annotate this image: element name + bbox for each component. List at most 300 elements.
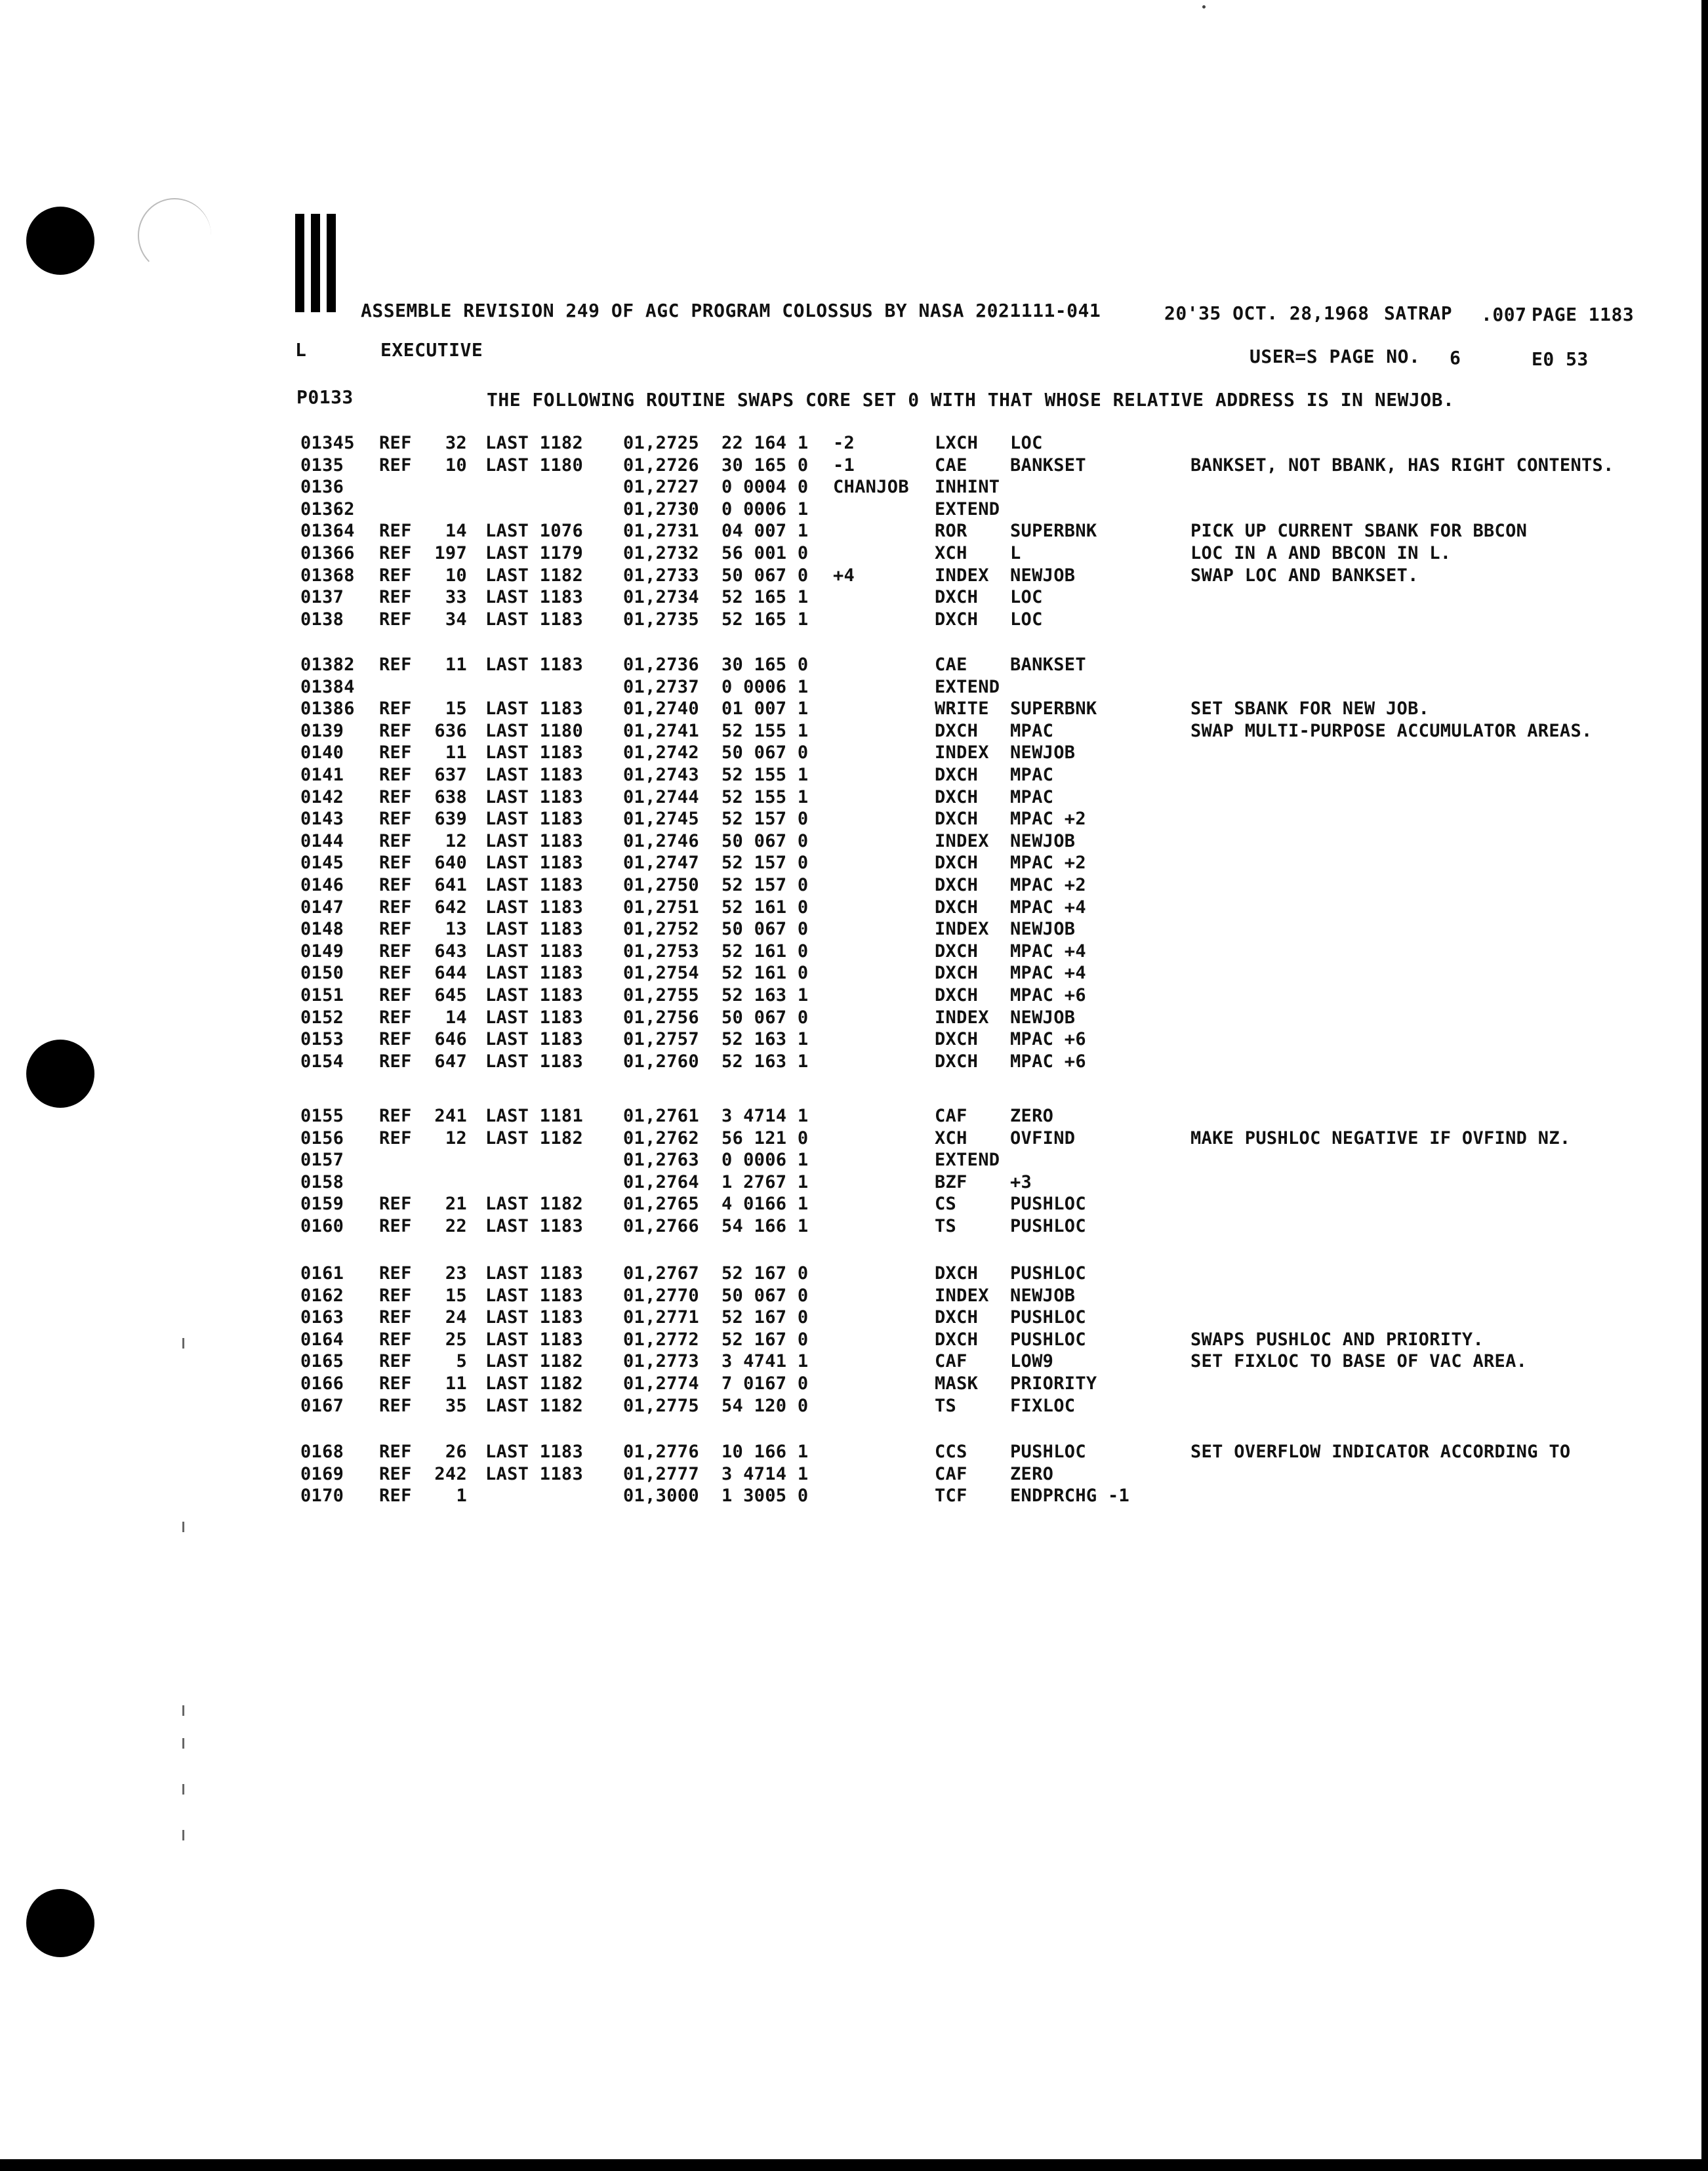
address: 01,2763 xyxy=(623,1150,699,1170)
listing-row xyxy=(0,1486,1708,1508)
last-ref: LAST 1182 xyxy=(485,1373,583,1394)
line-number: 01362 xyxy=(300,499,355,519)
ref-marker: REF xyxy=(379,565,412,586)
last-ref: LAST 1180 xyxy=(485,721,583,741)
octal-code: 52 163 1 xyxy=(722,1051,809,1072)
octal-code: 01 007 1 xyxy=(722,699,809,719)
listing-title: ASSEMBLE REVISION 249 OF AGC PROGRAM COLOSSUS BY NASA 2021111-041 xyxy=(361,300,1101,321)
comment: LOC IN A AND BBCON IN L. xyxy=(1190,543,1452,563)
listing-row xyxy=(0,742,1708,765)
octal-code: 0 0006 1 xyxy=(722,677,809,697)
ref-marker: REF xyxy=(379,609,412,630)
ref-marker: REF xyxy=(379,985,412,1005)
last-ref: LAST 1183 xyxy=(485,1442,583,1462)
operand: LOW9 xyxy=(1010,1351,1054,1371)
line-number: 0145 xyxy=(300,853,344,873)
address: 01,2774 xyxy=(623,1373,699,1394)
octal-code: 1 2767 1 xyxy=(722,1172,809,1192)
octal-code: 52 157 0 xyxy=(722,853,809,873)
operand: MPAC +6 xyxy=(1010,985,1086,1005)
opcode: DXCH xyxy=(935,1307,979,1328)
opcode: DXCH xyxy=(935,941,979,962)
octal-code: 1 3005 0 xyxy=(722,1486,809,1506)
address: 01,2765 xyxy=(623,1194,699,1214)
opcode: DXCH xyxy=(935,809,979,829)
operand: MPAC +6 xyxy=(1010,1029,1086,1049)
line-number: 0147 xyxy=(300,897,344,918)
ref-marker: REF xyxy=(379,1106,412,1126)
listing-row xyxy=(0,1128,1708,1150)
line-number: 0157 xyxy=(300,1150,344,1170)
line-number: 0142 xyxy=(300,787,344,807)
address: 01,2755 xyxy=(623,985,699,1005)
opcode: DXCH xyxy=(935,853,979,873)
last-ref: LAST 1183 xyxy=(485,941,583,962)
comment: SET SBANK FOR NEW JOB. xyxy=(1190,699,1430,719)
ref-count: 242 xyxy=(434,1464,467,1484)
ref-marker: REF xyxy=(379,742,412,763)
address: 01,2775 xyxy=(623,1396,699,1416)
comment: BANKSET, NOT BBANK, HAS RIGHT CONTENTS. xyxy=(1190,455,1614,476)
line-number: 0156 xyxy=(300,1128,344,1148)
ref-count: 22 xyxy=(445,1216,467,1236)
ref-marker: REF xyxy=(379,1307,412,1328)
opcode: INDEX xyxy=(935,919,989,939)
octal-code: 52 155 1 xyxy=(722,787,809,807)
user-page-number: 6 xyxy=(1450,347,1461,369)
address: 01,2725 xyxy=(623,433,699,453)
line-number: 0144 xyxy=(300,831,344,851)
operand: L xyxy=(1010,543,1021,563)
opcode: EXTEND xyxy=(935,499,1000,519)
ref-count: 641 xyxy=(434,875,467,895)
last-ref: LAST 1183 xyxy=(485,587,583,607)
octal-code: 50 067 0 xyxy=(722,831,809,851)
ref-count: 14 xyxy=(445,521,467,541)
listing-version: .007 xyxy=(1481,304,1527,325)
ref-marker: REF xyxy=(379,587,412,607)
opcode: EXTEND xyxy=(935,677,1000,697)
address: 01,2756 xyxy=(623,1007,699,1028)
octal-code: 10 166 1 xyxy=(722,1442,809,1462)
operand: NEWJOB xyxy=(1010,919,1076,939)
line-number: 0155 xyxy=(300,1106,344,1126)
octal-code: 4 0166 1 xyxy=(722,1194,809,1214)
line-number: 0140 xyxy=(300,742,344,763)
line-number: 0148 xyxy=(300,919,344,939)
listing-row xyxy=(0,721,1708,743)
line-number: 0143 xyxy=(300,809,344,829)
listing-timestamp: 20'35 OCT. 28,1968 xyxy=(1164,302,1370,324)
operand: MPAC +2 xyxy=(1010,875,1086,895)
line-number: 0153 xyxy=(300,1029,344,1049)
section-name: EXECUTIVE xyxy=(380,339,483,361)
last-ref: LAST 1183 xyxy=(485,1007,583,1028)
address: 01,2742 xyxy=(623,742,699,763)
address: 01,2743 xyxy=(623,765,699,785)
listing-row xyxy=(0,699,1708,721)
ref-count: 639 xyxy=(434,809,467,829)
octal-code: 52 161 0 xyxy=(722,941,809,962)
last-ref: LAST 1183 xyxy=(485,831,583,851)
scan-border-right xyxy=(1701,0,1708,2171)
line-number: 0150 xyxy=(300,963,344,983)
comment: SWAPS PUSHLOC AND PRIORITY. xyxy=(1190,1329,1484,1350)
listing-row xyxy=(0,433,1708,455)
ref-count: 11 xyxy=(445,655,467,675)
opcode: CS xyxy=(935,1194,957,1214)
last-ref: LAST 1183 xyxy=(485,1307,583,1328)
comment: SET OVERFLOW INDICATOR ACCORDING TO xyxy=(1190,1442,1571,1462)
address: 01,2727 xyxy=(623,477,699,497)
address: 01,2767 xyxy=(623,1263,699,1284)
ref-marker: REF xyxy=(379,543,412,563)
margin-mark xyxy=(182,1705,184,1716)
ref-count: 644 xyxy=(434,963,467,983)
line-number: 0163 xyxy=(300,1307,344,1328)
line-number: 01345 xyxy=(300,433,355,453)
opcode: LXCH xyxy=(935,433,979,453)
operand: PUSHLOC xyxy=(1010,1307,1086,1328)
opcode: INDEX xyxy=(935,1286,989,1306)
label: +4 xyxy=(833,565,855,586)
ref-count: 10 xyxy=(445,565,467,586)
ref-count: 197 xyxy=(434,543,467,563)
margin-mark xyxy=(182,1784,184,1795)
listing-row xyxy=(0,831,1708,853)
operand: LOC xyxy=(1010,433,1043,453)
octal-code: 30 165 0 xyxy=(722,655,809,675)
ref-count: 24 xyxy=(445,1307,467,1328)
listing-row xyxy=(0,587,1708,609)
label: CHANJOB xyxy=(833,477,909,497)
line-number: 01364 xyxy=(300,521,355,541)
line-number: 01384 xyxy=(300,677,355,697)
listing-row xyxy=(0,1373,1708,1396)
listing-row xyxy=(0,1464,1708,1486)
last-ref: LAST 1183 xyxy=(485,1216,583,1236)
operand: PUSHLOC xyxy=(1010,1263,1086,1284)
opcode: ROR xyxy=(935,521,967,541)
octal-code: 0 0006 1 xyxy=(722,1150,809,1170)
address: 01,2734 xyxy=(623,587,699,607)
operand: MPAC xyxy=(1010,721,1054,741)
address: 01,2753 xyxy=(623,941,699,962)
punch-marks xyxy=(295,214,341,312)
operand: NEWJOB xyxy=(1010,742,1076,763)
ref-marker: REF xyxy=(379,1464,412,1484)
ref-marker: REF xyxy=(379,455,412,476)
last-ref: LAST 1183 xyxy=(485,1051,583,1072)
ref-count: 10 xyxy=(445,455,467,476)
listing-row xyxy=(0,1150,1708,1172)
operand: BANKSET xyxy=(1010,655,1086,675)
last-ref: LAST 1181 xyxy=(485,1106,583,1126)
line-number: 0137 xyxy=(300,587,344,607)
operand: PUSHLOC xyxy=(1010,1442,1086,1462)
octal-code: 52 167 0 xyxy=(722,1307,809,1328)
ref-marker: REF xyxy=(379,433,412,453)
octal-code: 0 0006 1 xyxy=(722,499,809,519)
line-number: 0161 xyxy=(300,1263,344,1284)
ref-count: 34 xyxy=(445,609,467,630)
user-page-label: USER=S PAGE NO. xyxy=(1250,346,1421,367)
line-number: 0146 xyxy=(300,875,344,895)
address: 01,2733 xyxy=(623,565,699,586)
margin-mark xyxy=(182,1522,184,1532)
operand: MPAC +4 xyxy=(1010,963,1086,983)
ref-count: 15 xyxy=(445,1286,467,1306)
listing-row xyxy=(0,1106,1708,1128)
line-number: 01382 xyxy=(300,655,355,675)
label: -2 xyxy=(833,433,855,453)
octal-code: 52 161 0 xyxy=(722,897,809,918)
operand: MPAC +4 xyxy=(1010,941,1086,962)
operand: MPAC xyxy=(1010,787,1054,807)
octal-code: 56 121 0 xyxy=(722,1128,809,1148)
routine-intro: THE FOLLOWING ROUTINE SWAPS CORE SET 0 WITH THAT WHOSE RELATIVE ADDRESS IS IN NEWJOB. xyxy=(487,389,1455,411)
opcode: EXTEND xyxy=(935,1150,1000,1170)
ref-marker: REF xyxy=(379,919,412,939)
line-number: 01386 xyxy=(300,699,355,719)
address: 01,2726 xyxy=(623,455,699,476)
octal-code: 30 165 0 xyxy=(722,455,809,476)
octal-code: 56 001 0 xyxy=(722,543,809,563)
listing-row xyxy=(0,609,1708,632)
opcode: XCH xyxy=(935,543,967,563)
address: 01,2761 xyxy=(623,1106,699,1126)
address: 01,2744 xyxy=(623,787,699,807)
listing-row xyxy=(0,941,1708,964)
ref-count: 638 xyxy=(434,787,467,807)
listing-row xyxy=(0,543,1708,565)
line-number: 0165 xyxy=(300,1351,344,1371)
ref-marker: REF xyxy=(379,1194,412,1214)
octal-code: 52 165 1 xyxy=(722,587,809,607)
label: -1 xyxy=(833,455,855,476)
line-number: 0164 xyxy=(300,1329,344,1350)
section-letter: L xyxy=(295,339,307,361)
address: 01,2750 xyxy=(623,875,699,895)
address: 01,2773 xyxy=(623,1351,699,1371)
ref-count: 5 xyxy=(456,1351,467,1371)
octal-code: 54 120 0 xyxy=(722,1396,809,1416)
line-number: 0167 xyxy=(300,1396,344,1416)
ref-marker: REF xyxy=(379,1029,412,1049)
ref-marker: REF xyxy=(379,1329,412,1350)
address: 01,2751 xyxy=(623,897,699,918)
opcode: DXCH xyxy=(935,875,979,895)
ref-marker: REF xyxy=(379,1216,412,1236)
listing-row xyxy=(0,1051,1708,1074)
listing-row xyxy=(0,1029,1708,1051)
opcode: TCF xyxy=(935,1486,967,1506)
last-ref: LAST 1183 xyxy=(485,809,583,829)
opcode: DXCH xyxy=(935,1329,979,1350)
address: 01,2772 xyxy=(623,1329,699,1350)
listing-row xyxy=(0,677,1708,699)
opcode: CAF xyxy=(935,1351,967,1371)
operand: ENDPRCHG -1 xyxy=(1010,1486,1130,1506)
opcode: TS xyxy=(935,1396,957,1416)
operand: MPAC +2 xyxy=(1010,853,1086,873)
last-ref: LAST 1183 xyxy=(485,853,583,873)
opcode: CAF xyxy=(935,1106,967,1126)
address: 01,2771 xyxy=(623,1307,699,1328)
last-ref: LAST 1183 xyxy=(485,609,583,630)
octal-code: 3 4714 1 xyxy=(722,1106,809,1126)
address: 01,2745 xyxy=(623,809,699,829)
last-ref: LAST 1183 xyxy=(485,765,583,785)
ref-count: 11 xyxy=(445,1373,467,1394)
last-ref: LAST 1183 xyxy=(485,963,583,983)
operand: NEWJOB xyxy=(1010,565,1076,586)
ref-count: 643 xyxy=(434,941,467,962)
last-ref: LAST 1182 xyxy=(485,433,583,453)
operand: SUPERBNK xyxy=(1010,699,1097,719)
operand: MPAC +4 xyxy=(1010,897,1086,918)
line-number: 0152 xyxy=(300,1007,344,1028)
octal-code: 04 007 1 xyxy=(722,521,809,541)
ref-marker: REF xyxy=(379,1373,412,1394)
ref-marker: REF xyxy=(379,699,412,719)
octal-code: 54 166 1 xyxy=(722,1216,809,1236)
opcode: DXCH xyxy=(935,897,979,918)
ref-count: 647 xyxy=(434,1051,467,1072)
last-ref: LAST 1183 xyxy=(485,875,583,895)
ref-count: 12 xyxy=(445,831,467,851)
opcode: BZF xyxy=(935,1172,967,1192)
line-number: 0154 xyxy=(300,1051,344,1072)
ref-count: 21 xyxy=(445,1194,467,1214)
ref-count: 640 xyxy=(434,853,467,873)
listing-row xyxy=(0,655,1708,677)
scan-border-bottom xyxy=(0,2159,1708,2171)
ref-marker: REF xyxy=(379,787,412,807)
address: 01,2754 xyxy=(623,963,699,983)
ref-marker: REF xyxy=(379,1128,412,1148)
listing-row xyxy=(0,1172,1708,1194)
opcode: WRITE xyxy=(935,699,989,719)
listing-row xyxy=(0,455,1708,477)
ref-count: 642 xyxy=(434,897,467,918)
ref-count: 646 xyxy=(434,1029,467,1049)
address: 01,2741 xyxy=(623,721,699,741)
listing-row xyxy=(0,919,1708,941)
ref-marker: REF xyxy=(379,1486,412,1506)
line-number: 0162 xyxy=(300,1286,344,1306)
operand: PUSHLOC xyxy=(1010,1194,1086,1214)
line-number: 0166 xyxy=(300,1373,344,1394)
octal-code: 52 167 0 xyxy=(722,1329,809,1350)
operand: PUSHLOC xyxy=(1010,1329,1086,1350)
operand: OVFIND xyxy=(1010,1128,1076,1148)
octal-code: 50 067 0 xyxy=(722,1007,809,1028)
ref-count: 32 xyxy=(445,433,467,453)
operand: NEWJOB xyxy=(1010,1007,1076,1028)
ref-marker: REF xyxy=(379,1007,412,1028)
operand: NEWJOB xyxy=(1010,831,1076,851)
binder-hole-bottom xyxy=(26,1889,94,1957)
last-ref: LAST 1183 xyxy=(485,1329,583,1350)
opcode: MASK xyxy=(935,1373,979,1394)
address: 01,2777 xyxy=(623,1464,699,1484)
last-ref: LAST 1182 xyxy=(485,1194,583,1214)
listing-row xyxy=(0,1442,1708,1464)
ref-marker: REF xyxy=(379,655,412,675)
ref-marker: REF xyxy=(379,853,412,873)
listing-row xyxy=(0,1263,1708,1286)
last-ref: LAST 1182 xyxy=(485,1128,583,1148)
ref-count: 25 xyxy=(445,1329,467,1350)
ref-marker: REF xyxy=(379,1286,412,1306)
page-number: PAGE 1183 xyxy=(1532,304,1635,325)
ref-marker: REF xyxy=(379,875,412,895)
address: 01,2730 xyxy=(623,499,699,519)
octal-code: 7 0167 0 xyxy=(722,1373,809,1394)
line-number: 0168 xyxy=(300,1442,344,1462)
ref-count: 15 xyxy=(445,699,467,719)
last-ref: LAST 1182 xyxy=(485,1351,583,1371)
ref-count: 26 xyxy=(445,1442,467,1462)
operand: ZERO xyxy=(1010,1464,1054,1484)
ref-count: 12 xyxy=(445,1128,467,1148)
operand: PRIORITY xyxy=(1010,1373,1097,1394)
ref-marker: REF xyxy=(379,1051,412,1072)
address: 01,2762 xyxy=(623,1128,699,1148)
opcode: DXCH xyxy=(935,609,979,630)
listing-row xyxy=(0,1329,1708,1352)
opcode: DXCH xyxy=(935,1051,979,1072)
address: 01,2747 xyxy=(623,853,699,873)
comment: SWAP LOC AND BANKSET. xyxy=(1190,565,1419,586)
last-ref: LAST 1183 xyxy=(485,787,583,807)
line-number: 0139 xyxy=(300,721,344,741)
listing-row xyxy=(0,1286,1708,1308)
last-ref: LAST 1183 xyxy=(485,1029,583,1049)
octal-code: 52 155 1 xyxy=(722,765,809,785)
binder-hole-shadow xyxy=(138,198,211,273)
opcode: DXCH xyxy=(935,985,979,1005)
line-number: 0138 xyxy=(300,609,344,630)
octal-code: 52 161 0 xyxy=(722,963,809,983)
last-ref: LAST 1183 xyxy=(485,1286,583,1306)
operand: ZERO xyxy=(1010,1106,1054,1126)
ref-marker: REF xyxy=(379,721,412,741)
listing-row xyxy=(0,1307,1708,1329)
listing-row xyxy=(0,521,1708,543)
octal-code: 3 4741 1 xyxy=(722,1351,809,1371)
opcode: DXCH xyxy=(935,765,979,785)
line-number: 0136 xyxy=(300,477,344,497)
listing-row xyxy=(0,897,1708,920)
address: 01,2735 xyxy=(623,609,699,630)
address: 01,2757 xyxy=(623,1029,699,1049)
last-ref: LAST 1183 xyxy=(485,655,583,675)
ref-marker: REF xyxy=(379,831,412,851)
listing-row xyxy=(0,985,1708,1007)
ref-marker: REF xyxy=(379,941,412,962)
line-number: 0170 xyxy=(300,1486,344,1506)
last-ref: LAST 1182 xyxy=(485,1396,583,1416)
address: 01,3000 xyxy=(623,1486,699,1506)
address: 01,2740 xyxy=(623,699,699,719)
listing-row xyxy=(0,765,1708,787)
operand: FIXLOC xyxy=(1010,1396,1076,1416)
user-page-extra: E0 53 xyxy=(1532,348,1589,370)
opcode: DXCH xyxy=(935,963,979,983)
opcode: DXCH xyxy=(935,721,979,741)
